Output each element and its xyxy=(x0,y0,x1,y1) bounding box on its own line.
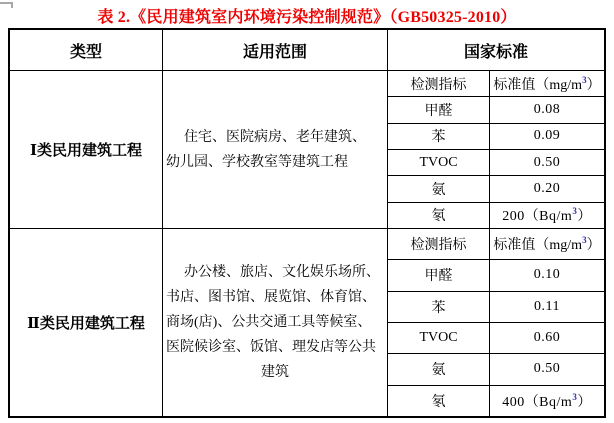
table-row-radon xyxy=(388,386,604,416)
value: 200（Bq/m $^3$ ） xyxy=(502,206,592,225)
value xyxy=(490,323,604,353)
indicator-header: 检测指标 xyxy=(388,71,490,96)
value xyxy=(490,176,604,201)
indicator: 苯 xyxy=(388,292,490,322)
indicator-header: 检测指标 xyxy=(388,229,490,259)
scope-line: 建筑 xyxy=(261,365,289,380)
value-text: 400（Bq/m xyxy=(502,394,573,410)
value xyxy=(490,260,604,290)
value-text: 0.50 xyxy=(533,154,561,170)
value-header: 标准值（mg/m $^3$ ） xyxy=(493,74,601,93)
scope-line: 医院候诊室、饭馆、理发店等公共 xyxy=(166,340,376,355)
column-header-type: 类型 xyxy=(10,30,163,70)
indicator: 甲醛 xyxy=(388,260,490,290)
value-header-close: ） xyxy=(586,238,601,254)
standards-table xyxy=(8,28,606,418)
indicator: 氡 xyxy=(388,203,490,228)
indicator: TVOC xyxy=(388,323,490,353)
table-row-tvoc xyxy=(388,323,604,354)
scope-line: 书店、图书馆、展览馆、体育馆、 xyxy=(166,290,376,305)
value-text: 200（Bq/m xyxy=(502,209,573,225)
value-text: 0.20 xyxy=(533,180,561,196)
indicator: 苯 xyxy=(388,124,490,149)
indicator: 氨 xyxy=(388,176,490,201)
value-text: 0.08 xyxy=(533,101,561,117)
value-header-text: 标准值（mg/m xyxy=(493,238,583,254)
value xyxy=(490,292,604,322)
scope-line: 住宅、医院病房、老年建筑、 xyxy=(184,129,366,145)
scope-line: 幼儿园、学校教室等建筑工程 xyxy=(166,154,348,170)
table-row-benzene xyxy=(388,124,604,150)
indicator: TVOC xyxy=(388,150,490,175)
indicator: 氨 xyxy=(388,354,490,384)
table-row-ammonia xyxy=(388,354,604,385)
scope-cell xyxy=(163,71,388,228)
value-close: ） xyxy=(577,394,592,410)
table-row-formaldehyde xyxy=(388,260,604,291)
standards-subtable xyxy=(388,229,604,416)
indicator: 甲醛 xyxy=(388,97,490,122)
table-row-radon xyxy=(388,203,604,228)
value xyxy=(490,150,604,175)
value: 400（Bq/m $^3$ ） xyxy=(502,391,592,410)
table-header-row xyxy=(10,30,604,71)
value-text: 0.60 xyxy=(533,330,561,346)
value xyxy=(490,97,604,122)
indicator: 氡 xyxy=(388,386,490,416)
subheader-row xyxy=(388,229,604,260)
scope-cell xyxy=(163,229,388,416)
column-header-standard: 国家标准 xyxy=(463,43,528,61)
value-text: 0.50 xyxy=(533,361,561,377)
value xyxy=(490,124,604,149)
standards-subtable xyxy=(388,71,604,228)
value-header: 标准值（mg/m $^3$ ） xyxy=(493,235,601,254)
type-cell xyxy=(10,229,163,416)
scope-text xyxy=(163,125,387,175)
table-title: 表 2.《民用建筑室内环境污染控制规范》（GB50325-2010） xyxy=(97,9,517,26)
column-header-scope: 适用范围 xyxy=(163,30,388,70)
type-cell xyxy=(10,71,163,228)
value-text: 0.09 xyxy=(533,128,561,144)
value-text: 0.11 xyxy=(534,298,560,314)
type-label-class-1: Ⅰ类民用建筑工程 xyxy=(29,143,143,159)
table-row-benzene xyxy=(388,292,604,323)
section-class-2 xyxy=(10,229,604,416)
subheader-row xyxy=(388,71,604,97)
scope-line: 商场(店)、公共交通工具等候室、 xyxy=(166,315,372,330)
scope-line: 办公楼、旅店、文化娱乐场所、 xyxy=(184,265,380,280)
section-class-1 xyxy=(10,71,604,229)
table-row-ammonia xyxy=(388,176,604,202)
type-label-class-2: Ⅱ类民用建筑工程 xyxy=(27,316,145,332)
table-row-tvoc xyxy=(388,150,604,176)
scope-text xyxy=(163,260,387,385)
value-header-close: ） xyxy=(586,77,601,93)
value xyxy=(490,354,604,384)
value-text: 0.10 xyxy=(533,267,561,283)
value-close: ） xyxy=(577,209,592,225)
value-header-text: 标准值（mg/m xyxy=(493,77,583,93)
table-row-formaldehyde xyxy=(388,97,604,123)
